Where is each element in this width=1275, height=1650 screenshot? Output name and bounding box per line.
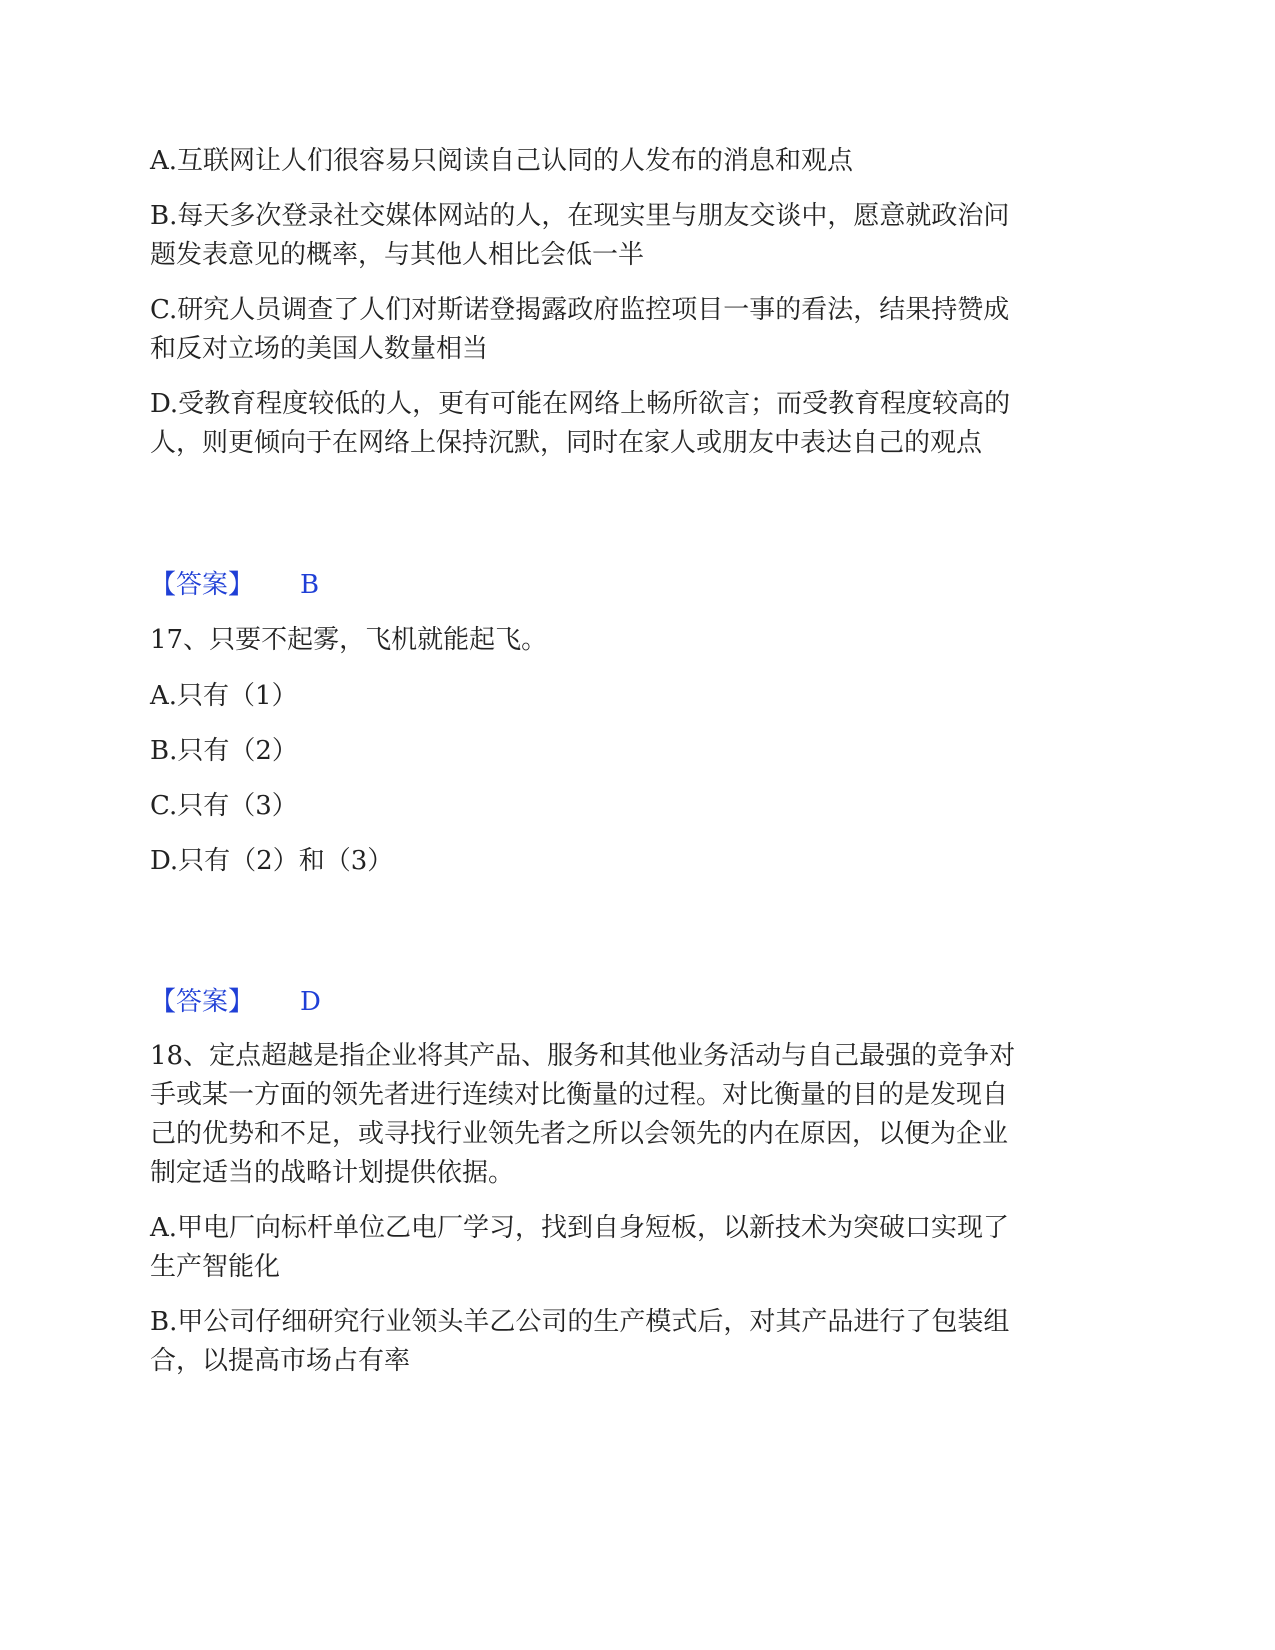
q17-option-b: B.只有（2） bbox=[150, 736, 298, 766]
q17-stem: 17、只要不起雾，飞机就能起飞。 bbox=[150, 625, 548, 655]
answer-value: B bbox=[300, 570, 320, 600]
q17-option-d: D.只有（2）和（3） bbox=[150, 846, 394, 876]
q17-answer bbox=[150, 983, 321, 1021]
q18-option-a-line2: 生产智能化 bbox=[150, 1252, 281, 1282]
q16-option-b-line2: 题发表意见的概率，与其他人相比会低一半 bbox=[150, 240, 645, 270]
q16-option-a: A.互联网让人们很容易只阅读自己认同的人发布的消息和观点 bbox=[150, 146, 854, 176]
answer-label: 【答案】 bbox=[150, 987, 255, 1017]
q16-option-d-line1: D.受教育程度较低的人，更有可能在网络上畅所欲言；而受教育程度较高的 bbox=[150, 389, 1011, 419]
q17-option-a: A.只有（1） bbox=[150, 681, 298, 711]
q18-option-b-line1: B.甲公司仔细研究行业领头羊乙公司的生产模式后，对其产品进行了包装组 bbox=[150, 1307, 1010, 1337]
q18-stem-line1: 18、定点超越是指企业将其产品、服务和其他业务活动与自己最强的竞争对 bbox=[150, 1041, 1016, 1071]
q16-option-c-line1: C.研究人员调查了人们对斯诺登揭露政府监控项目一事的看法，结果持赞成 bbox=[150, 295, 1010, 325]
q18-stem-line2: 手或某一方面的领先者进行连续对比衡量的过程。对比衡量的目的是发现自 bbox=[150, 1080, 1009, 1110]
q16-option-d-line2: 人，则更倾向于在网络上保持沉默，同时在家人或朋友中表达自己的观点 bbox=[150, 428, 983, 458]
q16-option-c-line2: 和反对立场的美国人数量相当 bbox=[150, 334, 489, 364]
q16-answer bbox=[150, 566, 319, 604]
answer-label: 【答案】 bbox=[150, 570, 255, 600]
q18-option-b-line2: 合，以提高市场占有率 bbox=[150, 1346, 411, 1376]
q18-option-a-line1: A.甲电厂向标杆单位乙电厂学习，找到自身短板，以新技术为突破口实现了 bbox=[150, 1213, 1010, 1243]
q17-option-c: C.只有（3） bbox=[150, 791, 298, 821]
q16-option-b-line1: B.每天多次登录社交媒体网站的人，在现实里与朋友交谈中，愿意就政治问 bbox=[150, 201, 1010, 231]
q18-stem-line3: 己的优势和不足，或寻找行业领先者之所以会领先的内在原因，以便为企业 bbox=[150, 1119, 1009, 1149]
answer-value: D bbox=[300, 987, 321, 1017]
q18-stem-line4: 制定适当的战略计划提供依据。 bbox=[150, 1158, 515, 1188]
